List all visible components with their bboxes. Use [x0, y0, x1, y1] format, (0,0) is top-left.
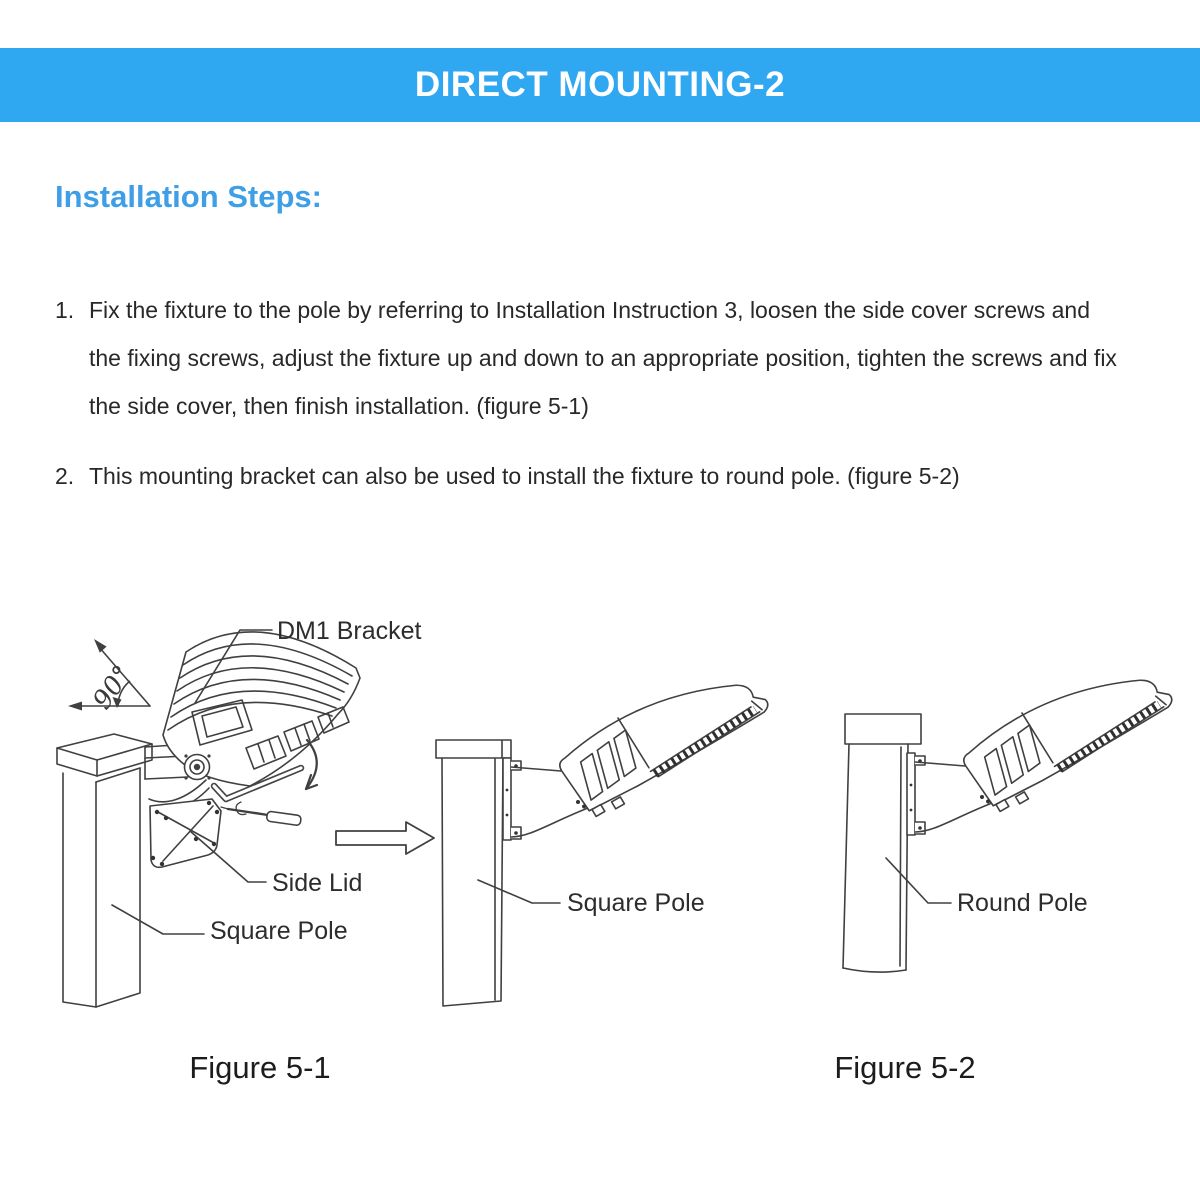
section-heading: Installation Steps: — [55, 179, 322, 214]
arrowhead-icon — [94, 639, 107, 653]
page-header-banner — [0, 48, 1200, 122]
square-pole-label-left: Square Pole — [210, 917, 348, 945]
page-title: DIRECT MOUNTING-2 — [414, 65, 786, 104]
screwdriver-icon — [221, 802, 301, 826]
transition-arrow-icon — [336, 822, 434, 854]
step-text: This mounting bracket can also be used to install the fixture to round pole. (figure 5-2) — [89, 463, 960, 490]
leader-line — [478, 880, 560, 903]
side-lid-drawing — [150, 799, 221, 867]
step-number: 1. — [55, 297, 75, 323]
step-number: 2. — [55, 463, 75, 490]
bracket-and-fixture-assembly — [503, 660, 782, 840]
dm1-bracket-label: DM1 Bracket — [277, 617, 422, 645]
installation-steps — [55, 286, 1125, 522]
step-text: Fix the fixture to the pole by referring to Installation Instruction 3, loosen the side cover screws and the fixing screws, adjust the fixture up and down to an appropriate position, tighten the screws and fix the side cover, then finish installation. (figure 5-1) — [89, 297, 1117, 420]
side-lid-label: Side Lid — [272, 869, 363, 897]
figure-5-1-caption: Figure 5-1 — [189, 1050, 331, 1085]
step-item-2 — [55, 452, 1125, 500]
fixture-side-drawing — [551, 660, 782, 823]
figure-5-2-drawing — [843, 655, 1186, 972]
square-pole-3d-drawing — [57, 734, 152, 1007]
figure-5-1-drawing — [57, 617, 422, 1007]
installation-diagrams — [0, 575, 1200, 1100]
step-item-1 — [55, 286, 1125, 430]
leader-line — [112, 905, 204, 934]
round-pole-label: Round Pole — [957, 889, 1088, 917]
angle-value-label: 90° — [87, 660, 139, 716]
square-pole-mounted-drawing — [436, 740, 511, 1006]
square-pole-label-middle: Square Pole — [567, 889, 705, 917]
angle-annotation — [68, 639, 150, 715]
arrowhead-icon — [68, 702, 82, 711]
figure-5-2-caption: Figure 5-2 — [834, 1050, 976, 1085]
leader-line — [886, 858, 951, 903]
rotate-arrow-icon — [306, 740, 317, 789]
